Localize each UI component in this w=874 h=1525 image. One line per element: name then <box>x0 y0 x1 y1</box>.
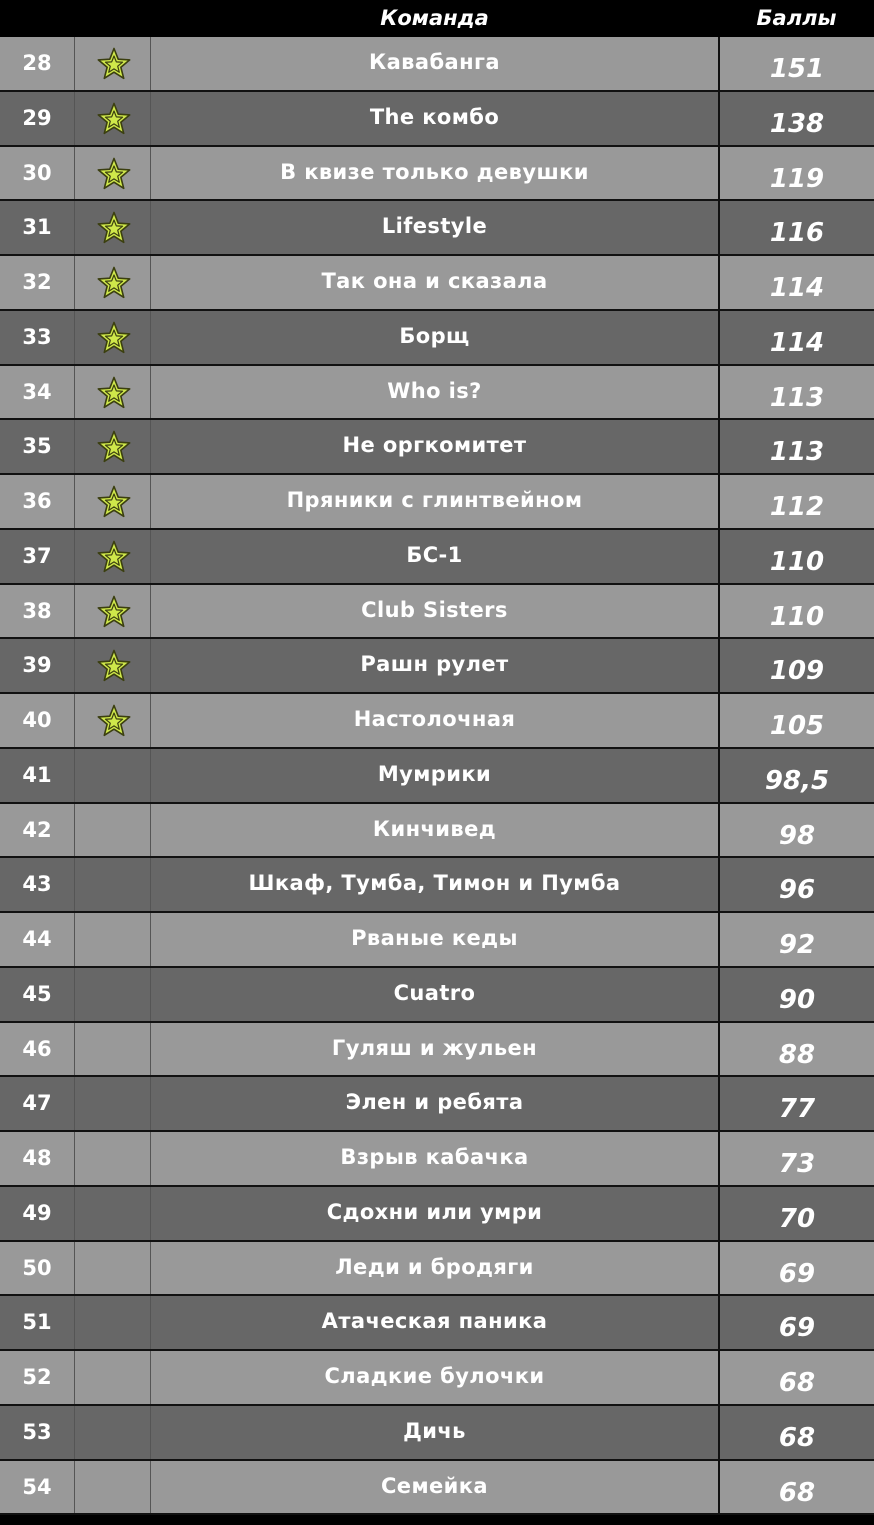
score-cell: 90 <box>718 968 874 1021</box>
table-row <box>0 92 874 147</box>
team-name-cell: Элен и ребята <box>345 1090 524 1114</box>
star-cell <box>74 311 151 364</box>
rank-cell: 51 <box>22 1310 52 1334</box>
rank-cell: 37 <box>22 544 52 568</box>
star-cell <box>74 1242 151 1294</box>
score-cell: 68 <box>718 1406 874 1459</box>
rank-cell: 53 <box>22 1420 52 1444</box>
star-cell <box>74 1406 151 1459</box>
star-cell <box>74 201 151 254</box>
rank-cell: 44 <box>22 927 52 951</box>
score-cell: 109 <box>718 639 874 692</box>
star-icon <box>96 47 132 81</box>
rank-cell: 32 <box>22 270 52 294</box>
table-row <box>0 968 874 1023</box>
team-name-cell: Кавабанга <box>369 50 500 74</box>
table-row <box>0 1023 874 1077</box>
team-name-cell: Настолочная <box>353 707 516 731</box>
score-cell: 113 <box>718 366 874 418</box>
score-cell: 105 <box>718 694 874 747</box>
star-cell <box>74 913 151 966</box>
score-cell: 151 <box>718 37 874 90</box>
score-cell: 73 <box>718 1132 874 1185</box>
score-cell: 69 <box>718 1242 874 1294</box>
table-row <box>0 256 874 311</box>
table-row <box>0 1132 874 1187</box>
team-name-cell: Борщ <box>399 324 470 348</box>
team-name-cell: В квизе только девушки <box>280 160 589 184</box>
score-cell: 116 <box>718 201 874 254</box>
star-icon <box>96 211 132 245</box>
score-cell: 119 <box>718 147 874 199</box>
team-name-cell: БС-1 <box>406 543 463 567</box>
table-row <box>0 147 874 201</box>
team-name-cell: Мумрики <box>377 762 492 786</box>
star-icon <box>96 376 132 410</box>
table-row <box>0 1242 874 1296</box>
team-name-cell: Рваные кеды <box>351 926 518 950</box>
star-icon <box>96 102 132 136</box>
rank-cell: 54 <box>22 1475 52 1499</box>
table-row <box>0 1461 874 1515</box>
score-column-header: Баллы <box>756 6 837 30</box>
star-cell <box>74 968 151 1021</box>
score-cell: 88 <box>718 1023 874 1075</box>
rank-cell: 39 <box>22 653 52 677</box>
rank-cell: 43 <box>22 872 52 896</box>
team-name-cell: Lifestyle <box>381 214 488 238</box>
team-name-cell: Так она и сказала <box>321 269 548 293</box>
rank-cell: 31 <box>22 215 52 239</box>
table-row <box>0 639 874 694</box>
score-cell: 96 <box>718 858 874 911</box>
table-row <box>0 1351 874 1406</box>
table-row <box>0 530 874 585</box>
score-cell: 113 <box>718 420 874 473</box>
table-row <box>0 694 874 749</box>
star-cell <box>74 1132 151 1185</box>
star-cell <box>74 639 151 692</box>
table-row <box>0 585 874 639</box>
star-cell <box>74 475 151 528</box>
star-cell <box>74 749 151 802</box>
star-cell <box>74 256 151 309</box>
rank-cell: 46 <box>22 1037 52 1061</box>
table-header <box>0 0 874 37</box>
rank-cell: 45 <box>22 982 52 1006</box>
rank-cell: 36 <box>22 489 52 513</box>
team-name-cell: Дичь <box>403 1419 466 1443</box>
star-icon <box>96 704 132 738</box>
rank-cell: 28 <box>22 51 52 75</box>
score-cell: 77 <box>718 1077 874 1130</box>
table-row <box>0 804 874 858</box>
star-icon <box>96 157 132 191</box>
star-cell <box>74 1187 151 1240</box>
score-cell: 98 <box>718 804 874 856</box>
score-cell: 92 <box>718 913 874 966</box>
star-icon <box>96 266 132 300</box>
score-cell: 138 <box>718 92 874 145</box>
table-row <box>0 1406 874 1461</box>
table-row <box>0 366 874 420</box>
star-cell <box>74 530 151 583</box>
team-name-cell: Рашн рулет <box>360 652 509 676</box>
table-row <box>0 475 874 530</box>
team-name-cell: Семейка <box>380 1474 488 1498</box>
star-icon <box>96 485 132 519</box>
score-cell: 114 <box>718 311 874 364</box>
score-cell: 68 <box>718 1351 874 1404</box>
rank-cell: 42 <box>22 818 52 842</box>
star-icon <box>96 649 132 683</box>
team-column-header: Команда <box>380 6 489 30</box>
star-cell <box>74 804 151 856</box>
rank-cell: 41 <box>22 763 52 787</box>
team-name-cell: Сладкие булочки <box>324 1364 545 1388</box>
team-name-cell: Леди и бродяги <box>335 1255 534 1279</box>
star-cell <box>74 1023 151 1075</box>
team-name-cell: Cuatro <box>393 981 476 1005</box>
score-cell: 98,5 <box>718 749 874 802</box>
team-name-cell: Не оргкомитет <box>342 433 527 457</box>
team-name-cell: Гуляш и жульен <box>331 1036 538 1060</box>
star-cell <box>74 585 151 637</box>
star-cell <box>74 92 151 145</box>
rank-cell: 33 <box>22 325 52 349</box>
star-icon <box>96 321 132 355</box>
star-cell <box>74 366 151 418</box>
score-cell: 112 <box>718 475 874 528</box>
rank-cell: 49 <box>22 1201 52 1225</box>
score-cell: 110 <box>718 530 874 583</box>
rank-cell: 40 <box>22 708 52 732</box>
star-cell <box>74 1077 151 1130</box>
table-row <box>0 1187 874 1242</box>
table-row <box>0 858 874 913</box>
table-row <box>0 1077 874 1132</box>
score-cell: 69 <box>718 1296 874 1349</box>
team-name-cell: Атаческая паника <box>321 1309 548 1333</box>
team-name-cell: Пряники с глинтвейном <box>286 488 583 512</box>
star-icon <box>96 540 132 574</box>
score-cell: 68 <box>718 1461 874 1513</box>
rank-cell: 48 <box>22 1146 52 1170</box>
star-icon <box>96 430 132 464</box>
score-cell: 114 <box>718 256 874 309</box>
team-name-cell: Взрыв кабачка <box>340 1145 529 1169</box>
table-row <box>0 1296 874 1351</box>
star-cell <box>74 147 151 199</box>
rank-cell: 29 <box>22 106 52 130</box>
team-name-cell: Сдохни или умри <box>326 1200 543 1224</box>
table-row <box>0 749 874 804</box>
rank-cell: 38 <box>22 599 52 623</box>
star-icon <box>96 595 132 629</box>
table-row <box>0 913 874 968</box>
rank-cell: 52 <box>22 1365 52 1389</box>
team-name-cell: Who is? <box>387 379 482 403</box>
team-name-cell: The комбо <box>369 105 500 129</box>
rank-cell: 50 <box>22 1256 52 1280</box>
star-cell <box>74 1351 151 1404</box>
team-name-cell: Club Sisters <box>361 598 508 622</box>
table-row <box>0 37 874 92</box>
team-name-cell: Кинчивед <box>372 817 497 841</box>
score-cell: 110 <box>718 585 874 637</box>
score-cell: 70 <box>718 1187 874 1240</box>
team-name-cell: Шкаф, Тумба, Тимон и Пумба <box>248 871 621 895</box>
rank-cell: 30 <box>22 161 52 185</box>
star-cell <box>74 858 151 911</box>
table-row <box>0 311 874 366</box>
star-cell <box>74 1461 151 1513</box>
table-row <box>0 420 874 475</box>
table-row <box>0 201 874 256</box>
rank-cell: 34 <box>22 380 52 404</box>
star-cell <box>74 420 151 473</box>
star-cell <box>74 1296 151 1349</box>
star-cell <box>74 694 151 747</box>
rank-cell: 35 <box>22 434 52 458</box>
star-cell <box>74 37 151 90</box>
rank-cell: 47 <box>22 1091 52 1115</box>
